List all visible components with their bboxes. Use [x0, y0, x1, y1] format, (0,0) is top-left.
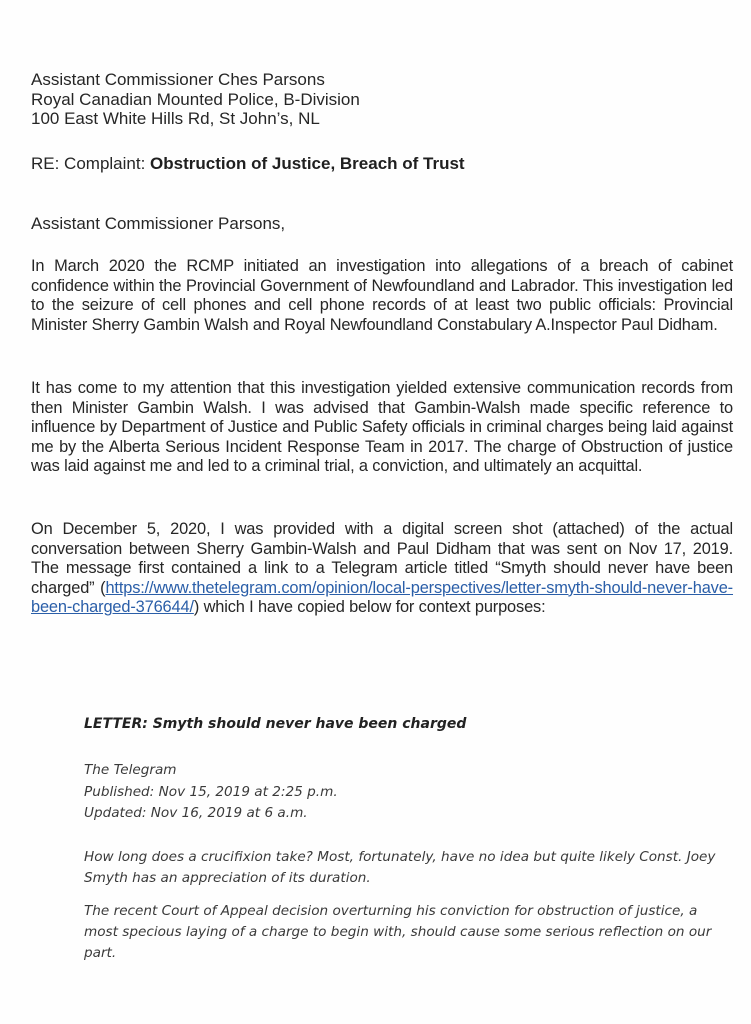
- recipient-address: 100 East White Hills Rd, St John’s, NL: [31, 109, 320, 128]
- telegram-article-link[interactable]: https://www.thetelegram.com/opinion/local-perspectives/letter-smyth-should-never-have-been-charged-376644/: [31, 578, 733, 617]
- paragraph-3-text-after: ) which I have copied below for context purposes:: [193, 598, 546, 617]
- recipient-organization: Royal Canadian Mounted Police, B-Division: [31, 89, 360, 109]
- recipient-name: Assistant Commissioner Ches Parsons: [31, 70, 325, 89]
- paragraph-2-text: It has come to my attention that this investigation yielded extensive communication records from then Minister Gambin Walsh. I was advised that Gambin-Walsh made specific reference to influence by Department of Justice and Public Safety officials in criminal charges being laid against me by the Alberta Serious Incident Response Team in 2017. The charge of Obstruction of justice was laid against me and led to a criminal trial, a conviction, and ultimately an acquittal.: [31, 379, 733, 476]
- quoted-article-body-1: How long does a crucifixion take? Most, fortunately, have no idea but quite likely Const. Joey Smyth has an appreciation of its duration.: [84, 849, 716, 886]
- paragraph-3: [31, 520, 733, 618]
- quoted-article-title: LETTER: Smyth should never have been charged: [84, 716, 467, 732]
- quoted-article-updated: Updated: Nov 16, 2019 at 6 a.m.: [84, 805, 308, 821]
- salutation-text: Assistant Commissioner Parsons,: [31, 214, 286, 233]
- quoted-article-published: Published: Nov 15, 2019 at 2:25 p.m.: [84, 783, 338, 800]
- paragraph-3-text-before: On December 5, 2020, I was provided with a digital screen shot (attached) of the actual conversation between Sherry Gambin-Walsh and Paul Didham that was sent on Nov 17, 2019. The message first contained a link to a Telegram article titled “Smyth should never have been charged” (: [31, 520, 733, 597]
- subject-line: [31, 154, 733, 174]
- subject-text: Obstruction of Justice, Breach of Trust: [150, 154, 465, 173]
- quoted-article-source: The Telegram: [84, 762, 177, 778]
- quoted-article-body-2: The recent Court of Appeal decision overturning his conviction for obstruction of justice, a most specious laying of a charge to begin with, should cause some serious reflection on our part.: [84, 903, 712, 961]
- recipient-address-block: [31, 70, 733, 129]
- paragraph-2: [31, 379, 733, 477]
- subject-prefix: RE: Complaint:: [31, 154, 151, 173]
- paragraph-1-text: In March 2020 the RCMP initiated an investigation into allegations of a breach of cabinet confidence within the Provincial Government of Newfoundland and Labrador. This investigation led to the seizure of cell phones and cell phone records of at least two public officials: Provincial Minister Sherry Gambin Walsh and Royal Newfoundland Constabulary A.Inspector Paul Didham.: [31, 257, 733, 334]
- salutation: [31, 214, 733, 234]
- paragraph-1: [31, 257, 733, 335]
- quoted-article-meta: [84, 760, 734, 825]
